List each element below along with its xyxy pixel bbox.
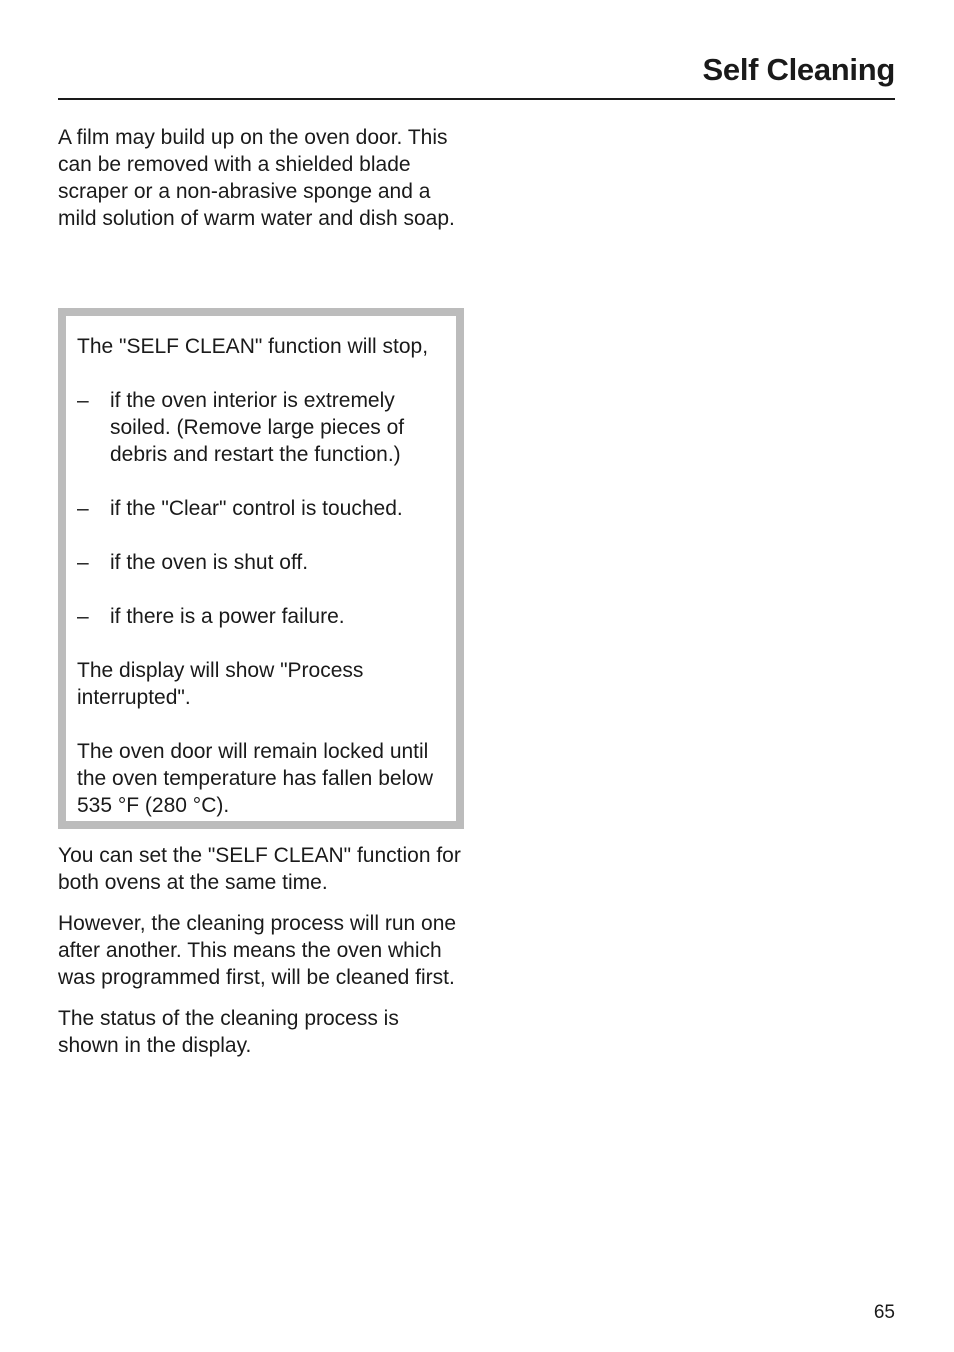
- notice-box: [58, 308, 464, 829]
- page-title: Self Cleaning: [702, 52, 895, 87]
- display-note: The display will show "Process interrupted".: [77, 659, 364, 709]
- dash-bullet: –: [77, 551, 89, 574]
- page-number: 65: [873, 1302, 895, 1323]
- list-item-text: if the "Clear" control is touched.: [110, 497, 403, 520]
- list-item-text: if the oven interior is extremely soiled. (Remove large pieces of debris and restart the function.): [110, 389, 405, 466]
- list-item: [77, 495, 461, 522]
- after-section: [58, 842, 464, 1059]
- paragraph-sequence: However, the cleaning process will run one after another. This means the oven which was programmed first, will be cleaned first.: [58, 912, 457, 989]
- title-divider: [58, 98, 895, 100]
- dash-bullet: –: [77, 605, 89, 628]
- list-item-text: if the oven is shut off.: [110, 551, 309, 574]
- dash-bullet: –: [77, 389, 89, 412]
- paragraph-both-ovens: You can set the "SELF CLEAN" function for both ovens at the same time.: [58, 844, 461, 894]
- intro-paragraph: A film may build up on the oven door. This can be removed with a shielded blade scraper or a non-abrasive sponge and a mild solution of warm water and dish soap.: [58, 126, 455, 230]
- list-item: [77, 603, 461, 630]
- paragraph-status: The status of the cleaning process is shown in the display.: [58, 1007, 399, 1057]
- list-item: [77, 549, 461, 576]
- intro-section: [58, 124, 464, 232]
- notice-content: [77, 333, 461, 819]
- list-item: [77, 387, 461, 468]
- notice-list: [77, 387, 461, 630]
- door-note: The oven door will remain locked until the oven temperature has fallen below 535 °F (280 °C).: [77, 740, 434, 817]
- list-item-text: if there is a power failure.: [110, 605, 345, 628]
- notice-lead: The "SELF CLEAN" function will stop,: [77, 335, 429, 358]
- dash-bullet: –: [77, 497, 89, 520]
